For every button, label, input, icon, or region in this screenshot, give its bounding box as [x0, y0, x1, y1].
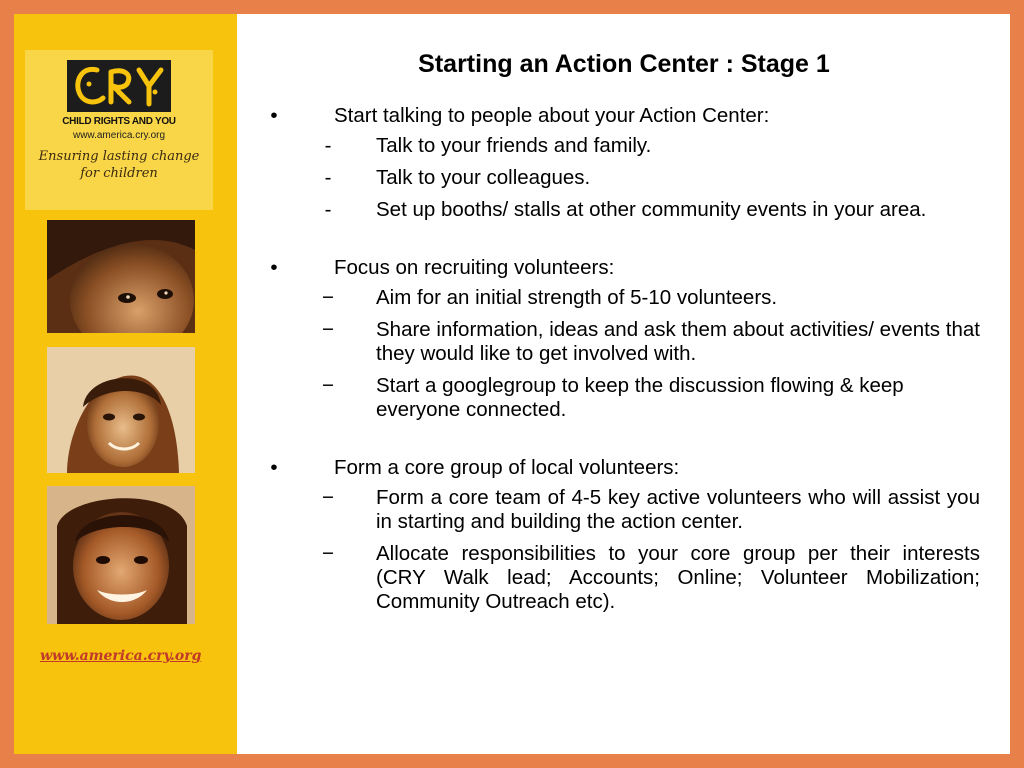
sub-bullet-text: Share information, ideas and ask them about activities/ events that they would like to get involved with. [376, 318, 980, 365]
tagline-line: Ensuring lasting change [38, 149, 200, 164]
sidebar [14, 14, 237, 754]
sub-bullet-text: Talk to your colleagues. [376, 166, 591, 189]
bullet-text: Focus on recruiting volunteers: [334, 256, 615, 279]
org-name: CHILD RIGHTS AND YOU [62, 116, 176, 127]
sub-bullet [266, 134, 980, 158]
child-photo-1 [47, 220, 195, 333]
dash-marker: − [322, 542, 334, 565]
dash-marker: − [322, 286, 334, 309]
dash-marker: - [324, 198, 332, 221]
tagline-line: for children [80, 166, 158, 181]
website-text: www.america.cry.org [72, 130, 166, 141]
sub-bullet [266, 374, 980, 422]
sub-bullet-text: Form a core team of 4-5 key active volunteers who will assist you in starting and building the action center. [376, 486, 980, 533]
sub-bullet [266, 198, 980, 222]
bullet-point [266, 456, 980, 480]
sub-bullet-text: Set up booths/ stalls at other community events in your area. [376, 198, 927, 221]
slide-title: Starting an Action Center : Stage 1 [418, 50, 830, 78]
dash-marker: - [324, 134, 332, 157]
child-photo-3 [47, 486, 195, 624]
dash-marker: − [322, 486, 334, 509]
sub-bullet-text: Talk to your friends and family. [376, 134, 652, 157]
spacer [266, 430, 980, 456]
sub-bullet [266, 542, 980, 614]
sub-bullet [266, 486, 980, 534]
bullet-content [266, 104, 980, 622]
sub-bullet [266, 166, 980, 190]
sub-bullet-text: Allocate responsibilities to your core group per their interests (CRY Walk lead; Accounts; Online; Volunteer Mobilization; Community Outreach etc). [376, 542, 980, 613]
cry-logo [67, 60, 171, 112]
bullet-point [266, 256, 980, 280]
sub-bullet-text: Aim for an initial strength of 5-10 volunteers. [376, 286, 778, 309]
sub-bullet [266, 318, 980, 366]
dash-marker: − [322, 318, 334, 341]
dash-marker: − [322, 374, 334, 397]
spacer [266, 230, 980, 256]
dash-marker: - [324, 166, 332, 189]
footer-website-link[interactable]: www.america.cry.org [40, 648, 202, 664]
slide [14, 14, 1010, 754]
bullet-marker: • [270, 104, 278, 127]
sub-bullet-text: Start a googlegroup to keep the discussion flowing & keep everyone connected. [376, 374, 904, 421]
child-photo-2 [47, 347, 195, 473]
bullet-marker: • [270, 456, 278, 479]
bullet-marker: • [270, 256, 278, 279]
tagline [33, 148, 205, 182]
bullet-text: Form a core group of local volunteers: [334, 456, 680, 479]
sub-bullet [266, 286, 980, 310]
logo-panel [25, 50, 213, 210]
bullet-point [266, 104, 980, 128]
bullet-text: Start talking to people about your Action Center: [334, 104, 770, 127]
